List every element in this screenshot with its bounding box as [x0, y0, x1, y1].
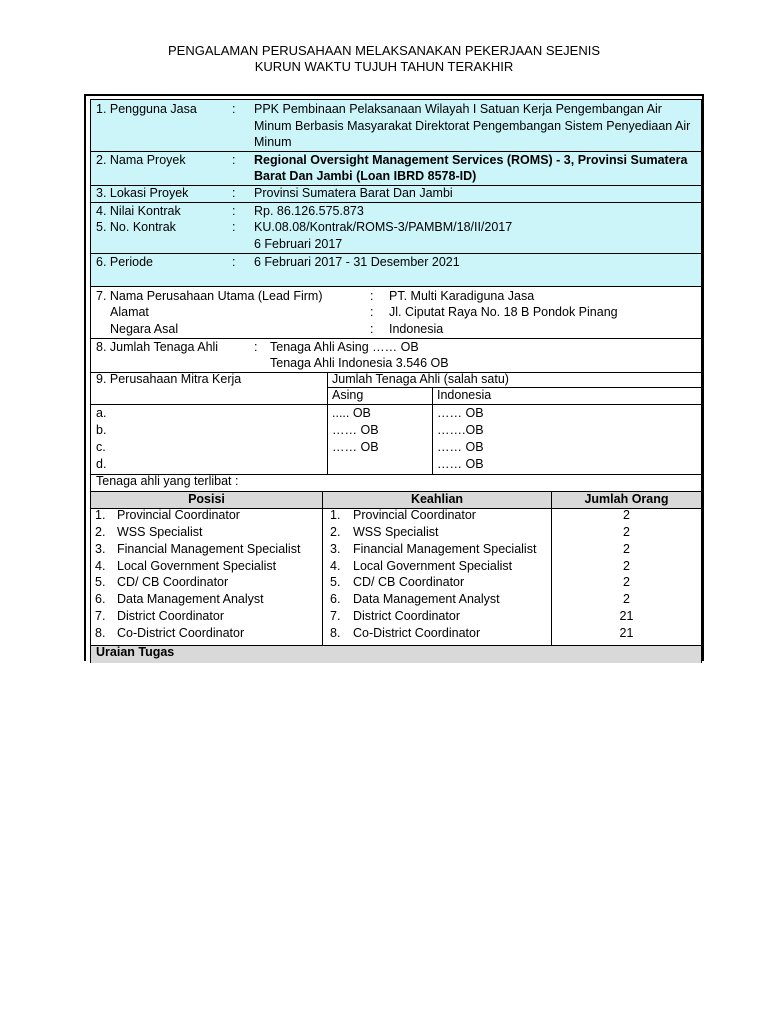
- row-pengguna-jasa: [91, 99, 701, 151]
- colon: :: [232, 255, 236, 269]
- expert-keahlian: Provincial Coordinator: [353, 508, 476, 522]
- colon: :: [232, 186, 236, 200]
- value-lead-firm: PT. Multi Karadiguna Jasa: [389, 289, 535, 303]
- expert-no: 7.: [330, 609, 341, 623]
- header-indonesia: Indonesia: [437, 388, 492, 402]
- expert-jumlah: 21: [619, 609, 634, 623]
- row-uraian-tugas: [91, 645, 701, 663]
- header-posisi: Posisi: [188, 492, 225, 506]
- expert-no: 1.: [330, 508, 341, 522]
- label-alamat: Alamat: [110, 305, 149, 319]
- value-lokasi-proyek: Provinsi Sumatera Barat Dan Jambi: [254, 186, 453, 200]
- label-nilai-kontrak: 4. Nilai Kontrak: [96, 204, 181, 218]
- expert-no: 2.: [330, 525, 341, 539]
- title-line-2: KURUN WAKTU TUJUH TAHUN TERAKHIR: [254, 59, 514, 74]
- row-tenaga-ahli-intro: [91, 474, 701, 491]
- expert-keahlian: Co-District Coordinator: [353, 626, 481, 640]
- value-nilai-kontrak: Rp. 86.126.575.873: [254, 204, 364, 218]
- label-no-kontrak: 5. No. Kontrak: [96, 220, 176, 234]
- divider: [327, 387, 701, 388]
- expert-jumlah: 2: [623, 508, 630, 522]
- expert-no: 7.: [95, 609, 106, 623]
- expert-keahlian: Local Government Specialist: [353, 559, 513, 573]
- label-mitra-kerja: 9. Perusahaan Mitra Kerja: [96, 372, 242, 386]
- title-line-1: PENGALAMAN PERUSAHAAN MELAKSANAKAN PEKERJAAN SEJENIS: [167, 43, 600, 58]
- row-lokasi-proyek: [91, 185, 701, 202]
- experts-table-header: [91, 491, 701, 508]
- expert-no: 6.: [330, 592, 341, 606]
- mitra-asing: …… OB: [332, 423, 379, 437]
- experience-form: [84, 94, 704, 661]
- mitra-indonesia: …… OB: [437, 440, 484, 454]
- expert-posisi: Local Government Specialist: [117, 559, 277, 573]
- label-pengguna-jasa: 1. Pengguna Jasa: [96, 102, 197, 116]
- expert-jumlah: 2: [623, 542, 630, 556]
- expert-posisi: Financial Management Specialist: [117, 542, 301, 556]
- value-alamat: Jl. Ciputat Raya No. 18 B Pondok Pinang: [389, 305, 618, 319]
- label-periode: 6. Periode: [96, 255, 153, 269]
- expert-no: 8.: [95, 626, 106, 640]
- expert-keahlian: Data Management Analyst: [353, 592, 500, 606]
- expert-posisi: District Coordinator: [117, 609, 224, 623]
- colon: :: [232, 102, 236, 116]
- mitra-letter: a.: [96, 406, 107, 420]
- expert-keahlian: District Coordinator: [353, 609, 460, 623]
- expert-posisi: Provincial Coordinator: [117, 508, 240, 522]
- mitra-letter: c.: [96, 440, 106, 454]
- divider: [91, 404, 701, 405]
- header-jumlah-orang: Jumlah Orang: [584, 492, 669, 506]
- value-tenaga-ahli-indonesia: Tenaga Ahli Indonesia 3.546 OB: [270, 356, 449, 370]
- label-lead-firm: 7. Nama Perusahaan Utama (Lead Firm): [96, 289, 323, 303]
- expert-jumlah: 21: [619, 626, 634, 640]
- value-tanggal-kontrak: 6 Februari 2017: [254, 237, 343, 251]
- expert-no: 4.: [330, 559, 341, 573]
- row-nama-proyek: [91, 151, 701, 185]
- row-lead-firm: [91, 286, 701, 338]
- experts-table-body: [91, 508, 701, 645]
- expert-no: 8.: [330, 626, 341, 640]
- value-nama-proyek-1: Regional Oversight Management Services (ROMS) - 3, Provinsi Sumatera: [254, 153, 688, 167]
- header-keahlian: Keahlian: [410, 492, 464, 506]
- row-jumlah-tenaga-ahli: [91, 338, 701, 372]
- mitra-indonesia: …… OB: [437, 406, 484, 420]
- expert-keahlian: Financial Management Specialist: [353, 542, 537, 556]
- document-title: [0, 43, 768, 75]
- colon: :: [254, 340, 258, 354]
- label-uraian-tugas: Uraian Tugas: [96, 645, 175, 659]
- expert-posisi: WSS Specialist: [117, 525, 203, 539]
- expert-posisi: CD/ CB Coordinator: [117, 575, 229, 589]
- value-negara-asal: Indonesia: [389, 322, 444, 336]
- mitra-indonesia: …….OB: [437, 423, 484, 437]
- expert-no: 6.: [95, 592, 106, 606]
- mitra-asing: ..... OB: [332, 406, 371, 420]
- divider: [322, 491, 323, 646]
- expert-jumlah: 2: [623, 559, 630, 573]
- mitra-letter: d.: [96, 457, 107, 471]
- label-tenaga-ahli-terlibat: Tenaga ahli yang terlibat :: [96, 474, 239, 488]
- expert-no: 2.: [95, 525, 106, 539]
- expert-jumlah: 2: [623, 575, 630, 589]
- expert-no: 1.: [95, 508, 106, 522]
- colon: :: [232, 220, 236, 234]
- expert-jumlah: 2: [623, 525, 630, 539]
- expert-no: 5.: [330, 575, 341, 589]
- expert-posisi: Co-District Coordinator: [117, 626, 245, 640]
- header-asing: Asing: [332, 388, 364, 402]
- label-jumlah-tenaga-ahli: 8. Jumlah Tenaga Ahli: [96, 340, 219, 354]
- expert-no: 3.: [330, 542, 341, 556]
- value-pengguna-jasa-2: Minum Berbasis Masyarakat Direktorat Pengembangan Sistem Penyediaan Air: [254, 119, 691, 133]
- header-jumlah-tenaga-ahli: Jumlah Tenaga Ahli (salah satu): [332, 372, 509, 386]
- value-no-kontrak: KU.08.08/Kontrak/ROMS-3/PAMBM/18/II/2017: [254, 220, 513, 234]
- expert-no: 3.: [95, 542, 106, 556]
- expert-no: 4.: [95, 559, 106, 573]
- value-periode: 6 Februari 2017 - 31 Desember 2021: [254, 255, 460, 269]
- colon: :: [370, 322, 374, 336]
- label-lokasi-proyek: 3. Lokasi Proyek: [96, 186, 189, 200]
- value-pengguna-jasa-1: PPK Pembinaan Pelaksanaan Wilayah I Satuan Kerja Pengembangan Air: [254, 102, 662, 116]
- mitra-letter: b.: [96, 423, 107, 437]
- value-tenaga-ahli-asing: Tenaga Ahli Asing …… OB: [270, 340, 419, 354]
- expert-no: 5.: [95, 575, 106, 589]
- divider: [432, 387, 433, 474]
- colon: :: [232, 204, 236, 218]
- form-inner: [90, 99, 702, 663]
- colon: :: [370, 305, 374, 319]
- label-nama-proyek: 2. Nama Proyek: [96, 153, 186, 167]
- mitra-indonesia: …… OB: [437, 457, 484, 471]
- divider: [327, 373, 328, 474]
- expert-keahlian: CD/ CB Coordinator: [353, 575, 465, 589]
- expert-jumlah: 2: [623, 592, 630, 606]
- colon: :: [370, 289, 374, 303]
- label-negara-asal: Negara Asal: [110, 322, 179, 336]
- value-nama-proyek-2: Barat Dan Jambi (Loan IBRD 8578-ID): [254, 169, 477, 183]
- colon: :: [232, 153, 236, 167]
- expert-keahlian: WSS Specialist: [353, 525, 439, 539]
- row-mitra-kerja: [91, 372, 701, 474]
- row-periode: [91, 253, 701, 286]
- row-kontrak: [91, 202, 701, 253]
- expert-posisi: Data Management Analyst: [117, 592, 264, 606]
- value-pengguna-jasa-3: Minum: [254, 135, 292, 149]
- mitra-asing: …… OB: [332, 440, 379, 454]
